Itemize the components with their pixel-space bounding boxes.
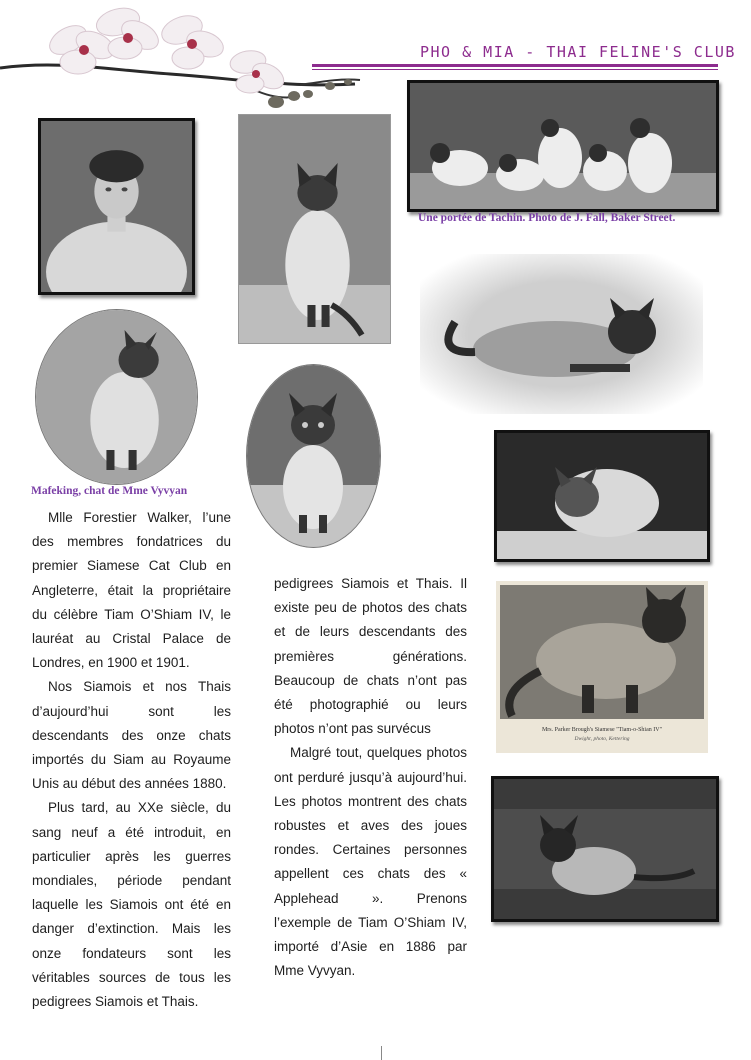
print-caption: Mrs. Parker Brough's Siamese "Tiam-o-Shian IV" [541,727,663,733]
mafeking-cat-photo [35,309,198,485]
print-credit: Dwight, photo, Kettering [574,736,630,742]
header-rule-thin [312,69,718,70]
mafeking-caption: Mafeking, chat de Mme Vyvyan [31,485,188,497]
litter-caption: Une portée de Tachin. Photo de J. Fall, Baker Street. [418,212,676,224]
tiam-oshian-print [496,581,708,753]
paragraph: Malgré tout, quelques photos ont perduré jusqu’à aujourd’hui. Les photos montrent des chats robustes et aves des joues rondes. Certaines personnes appellent ces chats des « Applehead ». Prenons l’exemple de Tiam O’Shiam IV, importé d’Asie en 1886 par Mme Vyvyan. [274,745,467,979]
orchid-branch-icon [0,0,370,115]
article-column-1 [32,506,231,1021]
page-title: PHO & MIA - THAI FELINE'S CLUB [420,43,736,61]
portrait-photo [38,118,195,295]
header-rule [312,64,718,67]
seated-cat-photo [238,114,391,344]
lying-cat-photo [420,254,703,414]
paragraph: pedigrees Siamois et Thais. Il existe peu de photos des chats et de leurs descendants des premières générations. Beaucoup de chats n’ont pas été photographié ou leurs photos n’ont pas survécus [274,576,467,737]
litter-photo [407,80,719,212]
crouching-cat-photo [494,430,710,562]
dark-cat-photo [491,776,719,922]
paragraph: Nos Siamois et nos Thais d’aujourd’hui sont les descendants des onze chats importés du Siam au Royaume Unis au début des années 1880. [32,679,231,792]
oval-cat-photo [246,364,381,548]
paragraph: Plus tard, au XXe siècle, du sang neuf a été introduit, en particulier après les guerres mondiales, période pendant laquelle les Siamois ont été en danger d’extinction. Mais les onze fondateurs sont les véritables sources de tous les pedigrees Siamois et Thais. [32,800,231,1010]
article-column-2 [274,572,467,983]
page-divider [381,1046,382,1060]
paragraph: Mlle Forestier Walker, l’une des membres fondatrices du premier Siamese Cat Club en Angleterre, était la propriétaire du célèbre Tiam O’Shiam IV, le lauréat au Cristal Palace de Londres, en 1900 et 1901. [32,510,231,671]
